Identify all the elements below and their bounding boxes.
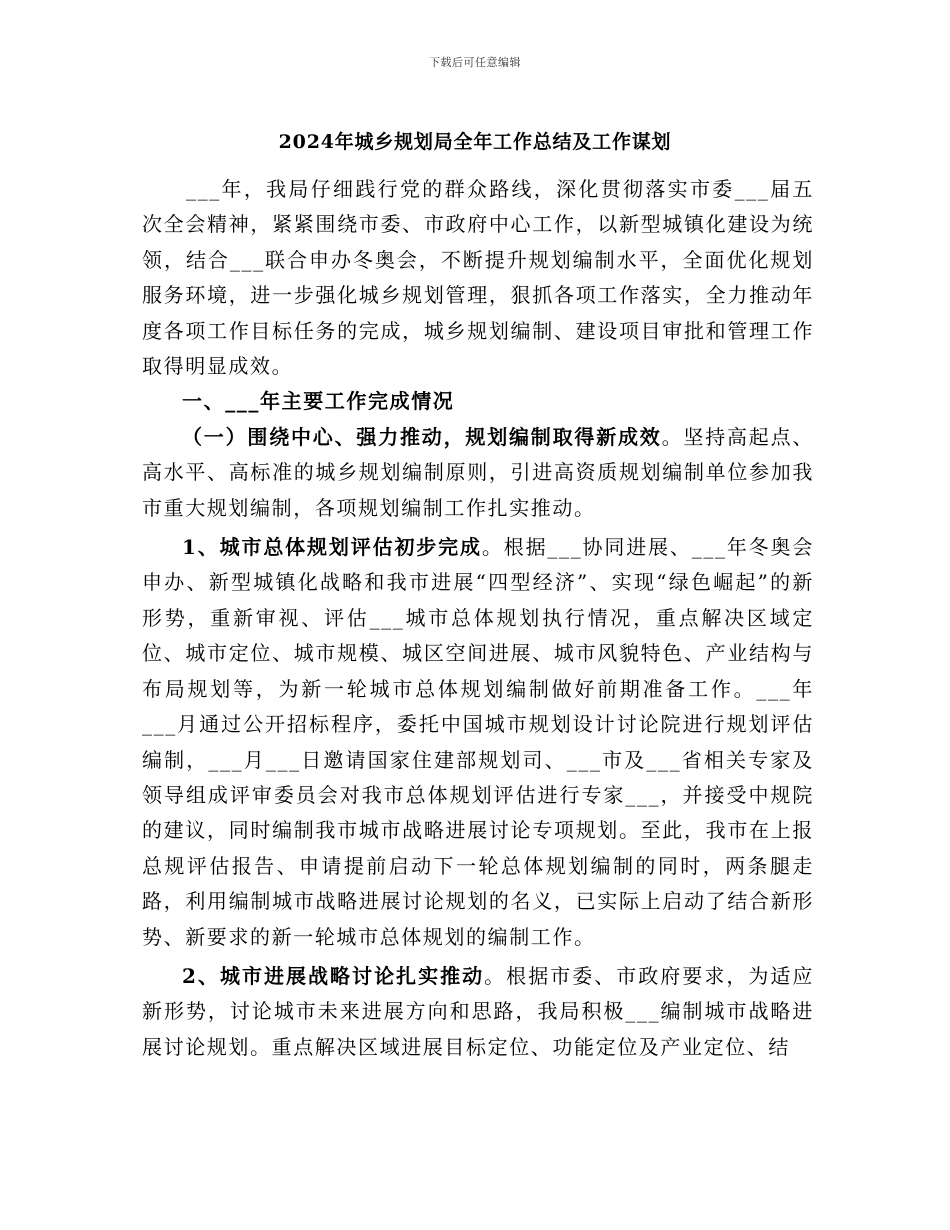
item-2-lead: 2、城市进展战略讨论扎实推动: [182, 963, 485, 988]
intro-paragraph: ___年，我局仔细践行党的群众路线，深化贯彻落实市委___届五次全会精神，紧紧围绕市委、市政府中心工作，以新型城镇化建设为统领，结合___联合申办冬奥会，不断提升规划编制水平，全面优化规划服务环境，进一步强化城乡规划管理，狠抓各项工作落实，全力推动年度各项工作目标任务的完成，城乡规划编制、建设项目审批和管理工作取得明显成效。: [142, 177, 814, 379]
document-title: 2024年城乡规划局全年工作总结及工作谋划: [278, 131, 672, 153]
header-note: 下载后可任意编辑: [429, 56, 521, 69]
subsection-1-text: 。坚持高起点、高水平、高标准的城乡规划编制原则，引进高资质规划编制单位参加我市重大规划编制，各项规划编制工作扎实推动。: [142, 424, 815, 520]
subsection-1-lead: （一）围绕中心、强力推动，规划编制取得新成效: [182, 424, 662, 449]
item-1-lead: 1、城市总体规划评估初步完成: [182, 535, 482, 560]
item-2-text: 。根据市委、市政府要求，为适应新形势，讨论城市未来进展方向和思路，我局积极___编制城市战略进展讨论规划。重点解决区域进展目标定位、功能定位及产业定位、结: [142, 963, 814, 1059]
subsection-1-paragraph: [142, 420, 814, 526]
item-1-text: 。根据___协同进展、___年冬奥会申办、新型城镇化战略和我市进展“四型经济”、实现“绿色崛起”的新形势，重新审视、评估___城市总体规划执行情况，重点解决区域定位、城市定位、城市规模、城区空间进展、城市风貌特色、产业结构与布局规划等，为新一轮城市总体规划编制做好前期准备工作。___年___月通过公开招标程序，委托中国城市规划设计讨论院进行规划评估编制，___月___日邀请国家住建部规划司、___市及___省相关专家及领导组成评审委员会对我市总体规划评估进行专家___，并接受中规院的建议，同时编制我市城市战略进展讨论专项规划。至此，我市在上报总规评估报告、申请提前启动下一轮总体规划编制的同时，两条腿走路，利用编制城市战略进展讨论规划的名义，已实际上启动了结合新形势、新要求的新一轮城市总体规划的编制工作。: [142, 535, 814, 949]
section-heading-1: 一、___年主要工作完成情况: [182, 389, 455, 414]
item-1-paragraph: [142, 530, 814, 955]
document-body: [142, 172, 814, 1065]
item-2-paragraph: [142, 959, 814, 1065]
